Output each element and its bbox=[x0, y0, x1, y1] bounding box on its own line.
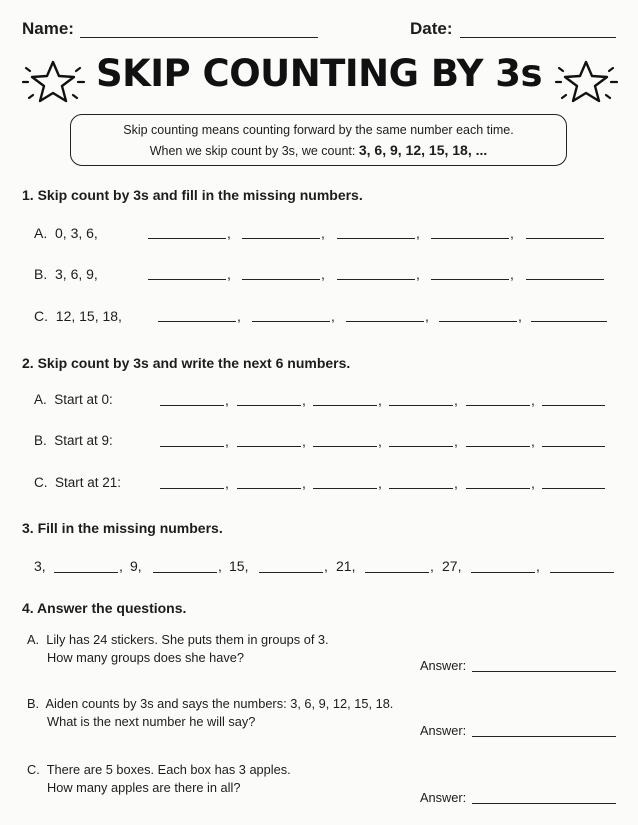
question-b-label: B. bbox=[27, 696, 40, 711]
s1-row-b-label: B. bbox=[34, 266, 48, 282]
intro-line-1: Skip counting means counting forward by the same number each time. bbox=[123, 123, 514, 137]
answer-a-label: Answer: bbox=[420, 658, 467, 673]
s2-a-blank-3[interactable] bbox=[313, 405, 377, 406]
s2-row-a-label: A. bbox=[34, 392, 47, 407]
s1-b-blank-2[interactable] bbox=[242, 279, 320, 280]
s1-c-blank-2[interactable] bbox=[252, 321, 330, 322]
s1-row-a bbox=[34, 225, 98, 241]
intro-prefix: When we skip count by 3s, we count: bbox=[149, 144, 356, 158]
s1-row-a-label: A. bbox=[34, 225, 48, 241]
s3-blank-4[interactable] bbox=[365, 572, 429, 573]
s2-c-blank-1[interactable] bbox=[160, 488, 224, 489]
s1-row-c-given: 12, 15, 18, bbox=[55, 308, 122, 324]
s2-b-blank-5[interactable] bbox=[466, 446, 530, 447]
s2-b-blank-6[interactable] bbox=[542, 446, 605, 447]
s2-b-blank-2[interactable] bbox=[237, 446, 301, 447]
s2-a-blank-5[interactable] bbox=[466, 405, 530, 406]
s2-row-a-text: Start at 0: bbox=[54, 392, 113, 407]
question-b-line-1: Aiden counts by 3s and says the numbers: 3, 6, 9, 12, 15, 18. bbox=[45, 696, 394, 711]
s1-a-blank-1[interactable] bbox=[148, 238, 226, 239]
s3-blank-6[interactable] bbox=[550, 572, 614, 573]
s1-row-a-given: 0, 3, 6, bbox=[55, 225, 98, 241]
question-c-line-2: How many apples are there in all? bbox=[47, 780, 241, 795]
s2-b-blank-4[interactable] bbox=[389, 446, 453, 447]
s1-b-blank-3[interactable] bbox=[337, 279, 415, 280]
name-field[interactable] bbox=[80, 37, 318, 38]
answer-c-field[interactable] bbox=[472, 803, 616, 804]
answer-b-field[interactable] bbox=[472, 736, 616, 737]
s2-row-b-label: B. bbox=[34, 433, 47, 448]
star-icon-right bbox=[553, 58, 619, 106]
question-a-line-1: Lily has 24 stickers. She puts them in groups of 3. bbox=[46, 632, 329, 647]
answer-c-label: Answer: bbox=[420, 790, 467, 805]
s3-number-2: 9, bbox=[130, 558, 142, 574]
s1-c-blank-3[interactable] bbox=[346, 321, 424, 322]
s3-blank-5[interactable] bbox=[471, 572, 535, 573]
s1-row-c bbox=[34, 308, 122, 324]
s2-a-blank-2[interactable] bbox=[237, 405, 301, 406]
question-c-line-1: There are 5 boxes. Each box has 3 apples. bbox=[46, 762, 291, 777]
question-a-line-2: How many groups does she have? bbox=[47, 650, 245, 665]
s2-row-b bbox=[34, 433, 113, 448]
date-field[interactable] bbox=[460, 37, 616, 38]
s1-row-b-given: 3, 6, 9, bbox=[55, 266, 98, 282]
s1-a-blank-5[interactable] bbox=[526, 238, 604, 239]
s3-number-4: 21, bbox=[336, 558, 356, 574]
question-c-label: C. bbox=[27, 762, 40, 777]
s2-a-blank-6[interactable] bbox=[542, 405, 605, 406]
question-a bbox=[27, 631, 329, 667]
s3-blank-3[interactable] bbox=[259, 572, 323, 573]
question-b-line-2: What is the next number he will say? bbox=[47, 714, 256, 729]
s2-c-blank-2[interactable] bbox=[237, 488, 301, 489]
s2-row-a bbox=[34, 392, 113, 407]
section-1-heading: 1. Skip count by 3s and fill in the missing numbers. bbox=[22, 187, 363, 203]
answer-b-label: Answer: bbox=[420, 723, 467, 738]
s1-a-blank-2[interactable] bbox=[242, 238, 320, 239]
s2-row-c-text: Start at 21: bbox=[55, 475, 122, 490]
s2-c-blank-3[interactable] bbox=[313, 488, 377, 489]
name-label: Name: bbox=[22, 19, 74, 38]
s2-a-blank-1[interactable] bbox=[160, 405, 224, 406]
date-label: Date: bbox=[410, 19, 453, 38]
question-a-label: A. bbox=[27, 632, 40, 647]
intro-box bbox=[70, 114, 567, 166]
s1-a-blank-3[interactable] bbox=[337, 238, 415, 239]
s2-a-blank-4[interactable] bbox=[389, 405, 453, 406]
question-b bbox=[27, 695, 393, 731]
s2-b-blank-1[interactable] bbox=[160, 446, 224, 447]
answer-a-field[interactable] bbox=[472, 671, 616, 672]
question-c bbox=[27, 761, 291, 797]
s1-c-blank-4[interactable] bbox=[439, 321, 517, 322]
section-4-heading: 4. Answer the questions. bbox=[22, 600, 187, 616]
s2-row-c bbox=[34, 475, 121, 490]
page-title: SKIP COUNTING BY 3s bbox=[95, 52, 543, 95]
s3-blank-2[interactable] bbox=[153, 572, 217, 573]
intro-line-2 bbox=[71, 140, 566, 161]
s3-blank-1[interactable] bbox=[54, 572, 118, 573]
s1-c-blank-1[interactable] bbox=[158, 321, 236, 322]
s3-number-3: 15, bbox=[229, 558, 249, 574]
s1-b-blank-1[interactable] bbox=[148, 279, 226, 280]
s2-c-blank-4[interactable] bbox=[389, 488, 453, 489]
s2-b-blank-3[interactable] bbox=[313, 446, 377, 447]
s2-c-blank-6[interactable] bbox=[542, 488, 605, 489]
s2-c-blank-5[interactable] bbox=[466, 488, 530, 489]
section-3-heading: 3. Fill in the missing numbers. bbox=[22, 520, 223, 536]
s2-row-c-label: C. bbox=[34, 475, 48, 490]
s3-number-1: 3, bbox=[34, 558, 46, 574]
s1-b-blank-4[interactable] bbox=[431, 279, 509, 280]
s1-a-blank-4[interactable] bbox=[431, 238, 509, 239]
s1-row-c-label: C. bbox=[34, 308, 48, 324]
intro-sequence: 3, 6, 9, 12, 15, 18, ... bbox=[358, 142, 488, 158]
s3-number-5: 27, bbox=[442, 558, 462, 574]
s2-row-b-text: Start at 9: bbox=[54, 433, 113, 448]
s1-row-b bbox=[34, 266, 98, 282]
section-2-heading: 2. Skip count by 3s and write the next 6 numbers. bbox=[22, 355, 351, 371]
s1-b-blank-5[interactable] bbox=[526, 279, 604, 280]
s1-c-blank-5[interactable] bbox=[531, 321, 607, 322]
